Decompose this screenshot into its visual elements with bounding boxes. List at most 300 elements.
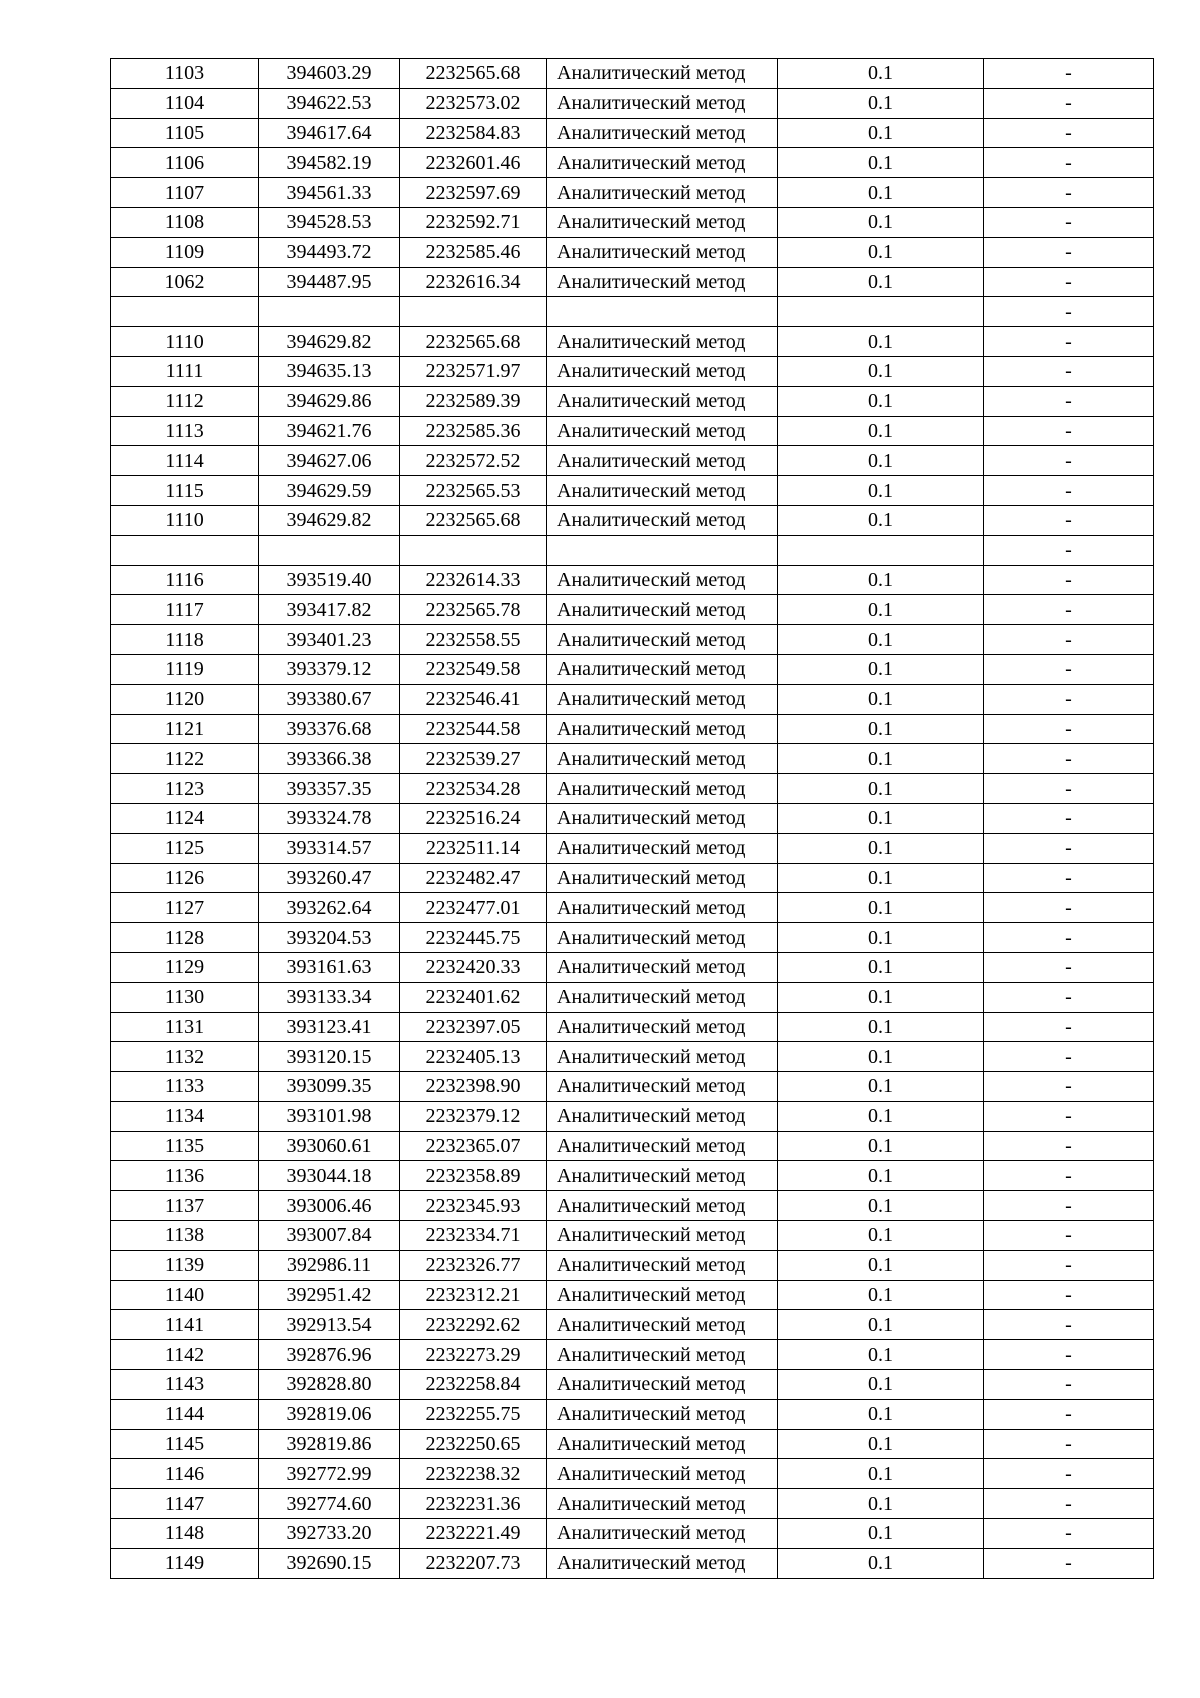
method-cell: Аналитический метод (547, 565, 778, 595)
method-cell: Аналитический метод (547, 148, 778, 178)
method-cell: Аналитический метод (547, 1429, 778, 1459)
y-coordinate-cell: 2232558.55 (400, 625, 547, 655)
accuracy-cell: 0.1 (778, 565, 984, 595)
y-coordinate-cell: 2232379.12 (400, 1101, 547, 1131)
table-row (111, 923, 1154, 953)
point-number-cell: 1112 (111, 386, 259, 416)
accuracy-cell: 0.1 (778, 1072, 984, 1102)
x-coordinate-cell: 393314.57 (259, 833, 400, 863)
point-number-cell: 1108 (111, 207, 259, 237)
table-row (111, 1012, 1154, 1042)
point-number-cell: 1107 (111, 178, 259, 208)
method-cell: Аналитический метод (547, 714, 778, 744)
table-row (111, 88, 1154, 118)
note-cell: - (984, 1161, 1154, 1191)
method-cell: Аналитический метод (547, 207, 778, 237)
note-cell: - (984, 1489, 1154, 1519)
x-coordinate-cell: 393262.64 (259, 893, 400, 923)
method-cell: Аналитический метод (547, 386, 778, 416)
method-cell: Аналитический метод (547, 1250, 778, 1280)
table-row (111, 744, 1154, 774)
y-coordinate-cell: 2232511.14 (400, 833, 547, 863)
method-cell: Аналитический метод (547, 1042, 778, 1072)
x-coordinate-cell: 393379.12 (259, 654, 400, 684)
method-cell: Аналитический метод (547, 1221, 778, 1251)
y-coordinate-cell: 2232405.13 (400, 1042, 547, 1072)
table-row (111, 1310, 1154, 1340)
method-cell: Аналитический метод (547, 505, 778, 535)
method-cell: Аналитический метод (547, 654, 778, 684)
x-coordinate-cell: 393060.61 (259, 1131, 400, 1161)
point-number-cell: 1121 (111, 714, 259, 744)
method-cell: Аналитический метод (547, 982, 778, 1012)
accuracy-cell: 0.1 (778, 1280, 984, 1310)
y-coordinate-cell: 2232585.36 (400, 416, 547, 446)
note-cell: - (984, 1191, 1154, 1221)
note-cell: - (984, 774, 1154, 804)
accuracy-cell: 0.1 (778, 207, 984, 237)
x-coordinate-cell: 394528.53 (259, 207, 400, 237)
table-row (111, 416, 1154, 446)
y-coordinate-cell: 2232207.73 (400, 1548, 547, 1578)
accuracy-cell: 0.1 (778, 1459, 984, 1489)
point-number-cell: 1137 (111, 1191, 259, 1221)
point-number-cell: 1148 (111, 1519, 259, 1549)
accuracy-cell: 0.1 (778, 625, 984, 655)
note-cell: - (984, 1250, 1154, 1280)
point-number-cell: 1118 (111, 625, 259, 655)
y-coordinate-cell: 2232250.65 (400, 1429, 547, 1459)
method-cell: Аналитический метод (547, 1101, 778, 1131)
x-coordinate-cell: 393357.35 (259, 774, 400, 804)
accuracy-cell: 0.1 (778, 178, 984, 208)
y-coordinate-cell: 2232572.52 (400, 446, 547, 476)
method-cell: Аналитический метод (547, 923, 778, 953)
point-number-cell: 1127 (111, 893, 259, 923)
accuracy-cell: 0.1 (778, 1012, 984, 1042)
note-cell: - (984, 237, 1154, 267)
point-number-cell: 1120 (111, 684, 259, 714)
y-coordinate-cell: 2232445.75 (400, 923, 547, 953)
note-cell: - (984, 565, 1154, 595)
y-coordinate-cell: 2232589.39 (400, 386, 547, 416)
point-number-cell (111, 297, 259, 327)
method-cell: Аналитический метод (547, 952, 778, 982)
y-coordinate-cell (400, 297, 547, 327)
point-number-cell: 1140 (111, 1280, 259, 1310)
point-number-cell: 1110 (111, 505, 259, 535)
note-cell: - (984, 1429, 1154, 1459)
point-number-cell: 1130 (111, 982, 259, 1012)
y-coordinate-cell: 2232397.05 (400, 1012, 547, 1042)
point-number-cell: 1122 (111, 744, 259, 774)
x-coordinate-cell: 394622.53 (259, 88, 400, 118)
x-coordinate-cell: 394629.82 (259, 505, 400, 535)
table-row (111, 297, 1154, 327)
x-coordinate-cell: 393401.23 (259, 625, 400, 655)
x-coordinate-cell: 394635.13 (259, 356, 400, 386)
method-cell: Аналитический метод (547, 59, 778, 89)
y-coordinate-cell: 2232365.07 (400, 1131, 547, 1161)
x-coordinate-cell: 392986.11 (259, 1250, 400, 1280)
note-cell: - (984, 625, 1154, 655)
note-cell: - (984, 923, 1154, 953)
note-cell: - (984, 714, 1154, 744)
accuracy-cell: 0.1 (778, 237, 984, 267)
method-cell: Аналитический метод (547, 327, 778, 357)
accuracy-cell: 0.1 (778, 654, 984, 684)
table-row (111, 565, 1154, 595)
y-coordinate-cell: 2232231.36 (400, 1489, 547, 1519)
note-cell: - (984, 952, 1154, 982)
y-coordinate-cell: 2232398.90 (400, 1072, 547, 1102)
y-coordinate-cell: 2232616.34 (400, 267, 547, 297)
point-number-cell: 1125 (111, 833, 259, 863)
accuracy-cell: 0.1 (778, 1399, 984, 1429)
method-cell: Аналитический метод (547, 1161, 778, 1191)
y-coordinate-cell: 2232544.58 (400, 714, 547, 744)
point-number-cell: 1142 (111, 1340, 259, 1370)
method-cell: Аналитический метод (547, 118, 778, 148)
y-coordinate-cell: 2232345.93 (400, 1191, 547, 1221)
x-coordinate-cell (259, 297, 400, 327)
x-coordinate-cell: 394603.29 (259, 59, 400, 89)
note-cell: - (984, 1221, 1154, 1251)
x-coordinate-cell: 393007.84 (259, 1221, 400, 1251)
accuracy-cell (778, 535, 984, 565)
point-number-cell: 1144 (111, 1399, 259, 1429)
method-cell (547, 535, 778, 565)
coordinates-table-body (111, 59, 1154, 1579)
point-number-cell: 1147 (111, 1489, 259, 1519)
y-coordinate-cell: 2232516.24 (400, 803, 547, 833)
table-row (111, 1459, 1154, 1489)
table-row (111, 118, 1154, 148)
point-number-cell: 1124 (111, 803, 259, 833)
y-coordinate-cell: 2232482.47 (400, 863, 547, 893)
x-coordinate-cell: 393260.47 (259, 863, 400, 893)
point-number-cell: 1114 (111, 446, 259, 476)
table-row (111, 1489, 1154, 1519)
y-coordinate-cell: 2232614.33 (400, 565, 547, 595)
accuracy-cell: 0.1 (778, 1340, 984, 1370)
point-number-cell: 1146 (111, 1459, 259, 1489)
method-cell: Аналитический метод (547, 1519, 778, 1549)
note-cell: - (984, 1131, 1154, 1161)
point-number-cell: 1132 (111, 1042, 259, 1072)
note-cell: - (984, 595, 1154, 625)
table-row (111, 148, 1154, 178)
method-cell: Аналитический метод (547, 1459, 778, 1489)
point-number-cell: 1104 (111, 88, 259, 118)
method-cell: Аналитический метод (547, 893, 778, 923)
accuracy-cell: 0.1 (778, 1370, 984, 1400)
note-cell: - (984, 297, 1154, 327)
x-coordinate-cell: 394621.76 (259, 416, 400, 446)
note-cell: - (984, 416, 1154, 446)
y-coordinate-cell: 2232539.27 (400, 744, 547, 774)
note-cell: - (984, 207, 1154, 237)
accuracy-cell: 0.1 (778, 1101, 984, 1131)
accuracy-cell: 0.1 (778, 833, 984, 863)
method-cell: Аналитический метод (547, 1191, 778, 1221)
accuracy-cell: 0.1 (778, 923, 984, 953)
y-coordinate-cell: 2232358.89 (400, 1161, 547, 1191)
note-cell: - (984, 1042, 1154, 1072)
table-row (111, 1548, 1154, 1578)
table-row (111, 714, 1154, 744)
y-coordinate-cell: 2232534.28 (400, 774, 547, 804)
table-row (111, 1280, 1154, 1310)
table-row (111, 505, 1154, 535)
note-cell: - (984, 1399, 1154, 1429)
note-cell: - (984, 1072, 1154, 1102)
table-row (111, 386, 1154, 416)
accuracy-cell: 0.1 (778, 1310, 984, 1340)
x-coordinate-cell: 393044.18 (259, 1161, 400, 1191)
point-number-cell: 1131 (111, 1012, 259, 1042)
x-coordinate-cell: 392876.96 (259, 1340, 400, 1370)
note-cell: - (984, 1548, 1154, 1578)
accuracy-cell: 0.1 (778, 327, 984, 357)
note-cell: - (984, 803, 1154, 833)
note-cell: - (984, 59, 1154, 89)
y-coordinate-cell: 2232565.68 (400, 327, 547, 357)
table-row (111, 178, 1154, 208)
note-cell: - (984, 1519, 1154, 1549)
accuracy-cell: 0.1 (778, 1131, 984, 1161)
table-row (111, 654, 1154, 684)
method-cell: Аналитический метод (547, 744, 778, 774)
point-number-cell: 1105 (111, 118, 259, 148)
note-cell: - (984, 833, 1154, 863)
accuracy-cell: 0.1 (778, 1250, 984, 1280)
point-number-cell: 1136 (111, 1161, 259, 1191)
x-coordinate-cell: 392828.80 (259, 1370, 400, 1400)
y-coordinate-cell: 2232565.68 (400, 59, 547, 89)
point-number-cell: 1139 (111, 1250, 259, 1280)
accuracy-cell: 0.1 (778, 118, 984, 148)
x-coordinate-cell: 392951.42 (259, 1280, 400, 1310)
accuracy-cell (778, 297, 984, 327)
note-cell: - (984, 535, 1154, 565)
table-row (111, 207, 1154, 237)
y-coordinate-cell: 2232571.97 (400, 356, 547, 386)
accuracy-cell: 0.1 (778, 684, 984, 714)
method-cell: Аналитический метод (547, 595, 778, 625)
point-number-cell: 1135 (111, 1131, 259, 1161)
note-cell: - (984, 982, 1154, 1012)
table-row (111, 863, 1154, 893)
x-coordinate-cell: 394629.82 (259, 327, 400, 357)
x-coordinate-cell: 393006.46 (259, 1191, 400, 1221)
method-cell: Аналитический метод (547, 833, 778, 863)
y-coordinate-cell: 2232221.49 (400, 1519, 547, 1549)
table-row (111, 803, 1154, 833)
method-cell: Аналитический метод (547, 1012, 778, 1042)
table-row (111, 59, 1154, 89)
note-cell: - (984, 744, 1154, 774)
x-coordinate-cell: 392774.60 (259, 1489, 400, 1519)
method-cell: Аналитический метод (547, 237, 778, 267)
accuracy-cell: 0.1 (778, 386, 984, 416)
coordinates-table (110, 58, 1154, 1579)
note-cell: - (984, 1310, 1154, 1340)
method-cell: Аналитический метод (547, 774, 778, 804)
accuracy-cell: 0.1 (778, 1161, 984, 1191)
y-coordinate-cell: 2232420.33 (400, 952, 547, 982)
x-coordinate-cell: 393101.98 (259, 1101, 400, 1131)
note-cell: - (984, 148, 1154, 178)
note-cell: - (984, 476, 1154, 506)
table-row (111, 237, 1154, 267)
x-coordinate-cell: 393204.53 (259, 923, 400, 953)
point-number-cell: 1062 (111, 267, 259, 297)
table-row (111, 893, 1154, 923)
note-cell: - (984, 178, 1154, 208)
accuracy-cell: 0.1 (778, 476, 984, 506)
accuracy-cell: 0.1 (778, 893, 984, 923)
accuracy-cell: 0.1 (778, 803, 984, 833)
point-number-cell: 1116 (111, 565, 259, 595)
accuracy-cell: 0.1 (778, 1191, 984, 1221)
x-coordinate-cell: 394561.33 (259, 178, 400, 208)
accuracy-cell: 0.1 (778, 148, 984, 178)
accuracy-cell: 0.1 (778, 416, 984, 446)
method-cell: Аналитический метод (547, 178, 778, 208)
x-coordinate-cell: 394617.64 (259, 118, 400, 148)
method-cell: Аналитический метод (547, 446, 778, 476)
accuracy-cell: 0.1 (778, 952, 984, 982)
y-coordinate-cell (400, 535, 547, 565)
y-coordinate-cell: 2232585.46 (400, 237, 547, 267)
accuracy-cell: 0.1 (778, 1489, 984, 1519)
note-cell: - (984, 1280, 1154, 1310)
table-row (111, 1370, 1154, 1400)
note-cell: - (984, 654, 1154, 684)
method-cell: Аналитический метод (547, 1310, 778, 1340)
x-coordinate-cell: 393376.68 (259, 714, 400, 744)
y-coordinate-cell: 2232597.69 (400, 178, 547, 208)
method-cell: Аналитический метод (547, 684, 778, 714)
method-cell: Аналитический метод (547, 1548, 778, 1578)
x-coordinate-cell: 394629.86 (259, 386, 400, 416)
x-coordinate-cell: 393099.35 (259, 1072, 400, 1102)
accuracy-cell: 0.1 (778, 714, 984, 744)
y-coordinate-cell: 2232273.29 (400, 1340, 547, 1370)
note-cell: - (984, 88, 1154, 118)
note-cell: - (984, 1370, 1154, 1400)
method-cell: Аналитический метод (547, 1370, 778, 1400)
x-coordinate-cell: 393123.41 (259, 1012, 400, 1042)
x-coordinate-cell: 393161.63 (259, 952, 400, 982)
table-row (111, 625, 1154, 655)
point-number-cell: 1123 (111, 774, 259, 804)
x-coordinate-cell: 392772.99 (259, 1459, 400, 1489)
y-coordinate-cell: 2232549.58 (400, 654, 547, 684)
note-cell: - (984, 118, 1154, 148)
x-coordinate-cell: 392913.54 (259, 1310, 400, 1340)
method-cell: Аналитический метод (547, 1280, 778, 1310)
x-coordinate-cell: 393133.34 (259, 982, 400, 1012)
y-coordinate-cell: 2232546.41 (400, 684, 547, 714)
table-row (111, 1429, 1154, 1459)
y-coordinate-cell: 2232255.75 (400, 1399, 547, 1429)
accuracy-cell: 0.1 (778, 1548, 984, 1578)
accuracy-cell: 0.1 (778, 1042, 984, 1072)
table-row (111, 327, 1154, 357)
table-row (111, 1399, 1154, 1429)
accuracy-cell: 0.1 (778, 863, 984, 893)
table-row (111, 1072, 1154, 1102)
y-coordinate-cell: 2232401.62 (400, 982, 547, 1012)
accuracy-cell: 0.1 (778, 1429, 984, 1459)
note-cell: - (984, 1340, 1154, 1370)
point-number-cell: 1149 (111, 1548, 259, 1578)
x-coordinate-cell: 394629.59 (259, 476, 400, 506)
table-row (111, 684, 1154, 714)
y-coordinate-cell: 2232258.84 (400, 1370, 547, 1400)
x-coordinate-cell (259, 535, 400, 565)
point-number-cell: 1141 (111, 1310, 259, 1340)
table-row (111, 1340, 1154, 1370)
method-cell: Аналитический метод (547, 803, 778, 833)
method-cell: Аналитический метод (547, 863, 778, 893)
note-cell: - (984, 505, 1154, 535)
method-cell: Аналитический метод (547, 1072, 778, 1102)
y-coordinate-cell: 2232334.71 (400, 1221, 547, 1251)
table-row (111, 952, 1154, 982)
note-cell: - (984, 893, 1154, 923)
x-coordinate-cell: 392733.20 (259, 1519, 400, 1549)
x-coordinate-cell: 393519.40 (259, 565, 400, 595)
method-cell: Аналитический метод (547, 625, 778, 655)
note-cell: - (984, 267, 1154, 297)
point-number-cell: 1110 (111, 327, 259, 357)
accuracy-cell: 0.1 (778, 59, 984, 89)
table-row (111, 356, 1154, 386)
y-coordinate-cell: 2232573.02 (400, 88, 547, 118)
table-row (111, 774, 1154, 804)
point-number-cell: 1134 (111, 1101, 259, 1131)
method-cell: Аналитический метод (547, 1340, 778, 1370)
table-row (111, 1161, 1154, 1191)
note-cell: - (984, 356, 1154, 386)
x-coordinate-cell: 394582.19 (259, 148, 400, 178)
x-coordinate-cell: 393417.82 (259, 595, 400, 625)
method-cell: Аналитический метод (547, 1399, 778, 1429)
table-row (111, 446, 1154, 476)
table-row (111, 1101, 1154, 1131)
accuracy-cell: 0.1 (778, 744, 984, 774)
method-cell: Аналитический метод (547, 1489, 778, 1519)
accuracy-cell: 0.1 (778, 982, 984, 1012)
y-coordinate-cell: 2232292.62 (400, 1310, 547, 1340)
y-coordinate-cell: 2232326.77 (400, 1250, 547, 1280)
table-row (111, 1191, 1154, 1221)
table-row (111, 982, 1154, 1012)
accuracy-cell: 0.1 (778, 446, 984, 476)
x-coordinate-cell: 392819.86 (259, 1429, 400, 1459)
y-coordinate-cell: 2232565.53 (400, 476, 547, 506)
method-cell: Аналитический метод (547, 416, 778, 446)
x-coordinate-cell: 393380.67 (259, 684, 400, 714)
point-number-cell: 1126 (111, 863, 259, 893)
table-row (111, 1042, 1154, 1072)
note-cell: - (984, 863, 1154, 893)
accuracy-cell: 0.1 (778, 356, 984, 386)
point-number-cell: 1129 (111, 952, 259, 982)
